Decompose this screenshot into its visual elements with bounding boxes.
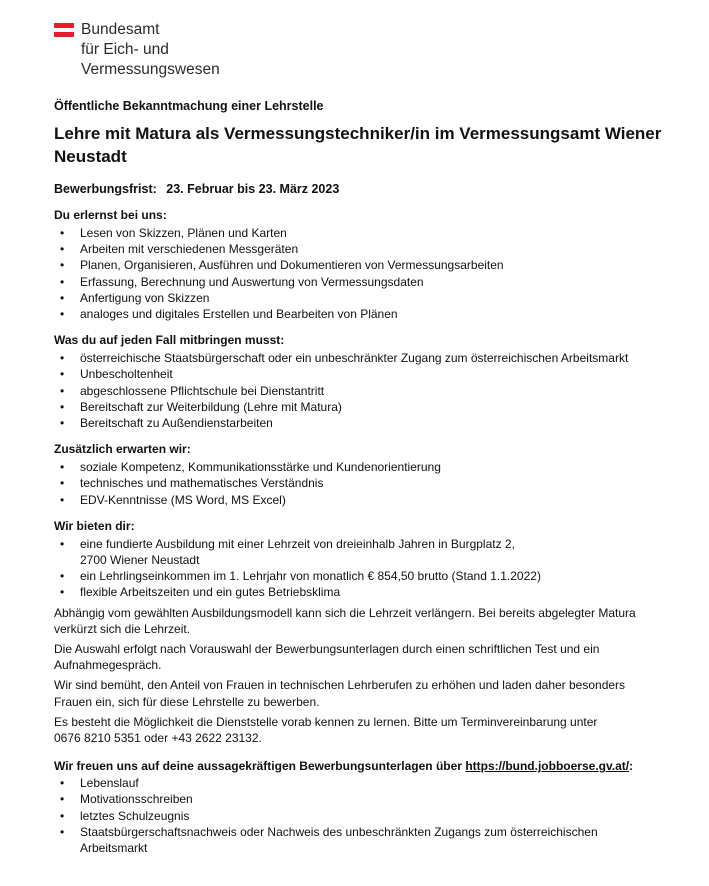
offer-list: [54, 536, 664, 601]
section-heading-requirements: Was du auf jeden Fall mitbringen musst:: [54, 333, 285, 348]
section-heading-offer: Wir bieten dir:: [54, 518, 135, 533]
contact-phones: 0676 8210 5351 oder +43 2622 23132.: [54, 731, 262, 746]
list-item: • soziale Kompetenz, Kommunikationsstärke und Kundenorientierung: [54, 459, 664, 475]
paragraph-women: Wir sind bemüht, den Anteil von Frauen in technischen Lehrberufen zu erhöhen und laden daher besonders Frauen ein, sich für diese Lehrstelle zu bewerben.: [54, 678, 626, 709]
closing-suffix: :: [629, 759, 634, 774]
list-item: • Arbeiten mit verschiedenen Messgeräten: [54, 241, 664, 257]
list-item: • Anfertigung von Skizzen: [54, 290, 664, 306]
list-item: [54, 536, 664, 568]
list-item: • Planen, Organisieren, Ausführen und Dokumentieren von Vermessungsarbeiten: [54, 257, 664, 273]
jobboerse-link[interactable]: https://bund.jobboerse.gv.at/: [465, 759, 630, 774]
list-item: • österreichische Staatsbürgerschaft oder ein unbeschränkter Zugang zum österreichischen Arbeitsmarkt: [54, 350, 664, 366]
deadline-value: 23. Februar bis 23. März 2023: [166, 182, 340, 196]
agency-name-line: Vermessungswesen: [81, 61, 220, 78]
job-notice: [54, 98, 664, 856]
agency-name: [81, 20, 220, 80]
list-item: • letztes Schulzeugnis: [54, 808, 664, 824]
list-item: • Erfassung, Berechnung und Auswertung von Vermessungsdaten: [54, 274, 664, 290]
list-item: • Unbescholtenheit: [54, 366, 664, 382]
notice-kicker: Öffentliche Bekanntmachung einer Lehrstelle: [54, 99, 324, 113]
list-item: • flexible Arbeitszeiten und ein gutes Betriebsklima: [54, 584, 664, 600]
list-item: • ein Lehrlingseinkommen im 1. Lehrjahr von monatlich € 854,50 brutto (Stand 1.1.2022): [54, 568, 664, 584]
section-heading-learn: Du erlernst bei uns:: [54, 208, 167, 222]
list-item: • Bereitschaft zur Weiterbildung (Lehre mit Matura): [54, 399, 664, 415]
list-item: • technisches und mathematisches Verständnis: [54, 475, 664, 491]
list-item-text: eine fundierte Ausbildung mit einer Lehrzeit von dreieinhalb Jahren in Burgplatz 2,: [80, 536, 515, 551]
section-heading-expectations: Zusätzlich erwarten wir:: [54, 442, 191, 457]
closing-statement: [54, 758, 664, 774]
list-item: • EDV-Kenntnisse (MS Word, MS Excel): [54, 492, 664, 508]
list-item: • Bereitschaft zu Außendienstarbeiten: [54, 415, 664, 431]
page-title: Lehre mit Matura als Vermessungstechniker/in im Vermessungsamt Wiener Neustadt: [54, 124, 662, 166]
list-item: • Lebenslauf: [54, 775, 664, 791]
deadline-label: Bewerbungsfrist:: [54, 182, 157, 196]
list-item: • Staatsbürgerschaftsnachweis oder Nachweis des unbeschränkten Zugangs zum österreichischen Arbeitsmarkt: [54, 824, 664, 856]
list-item: • Motivationsschreiben: [54, 791, 664, 807]
paragraph-selection: Die Auswahl erfolgt nach Vorauswahl der Bewerbungsunterlagen durch einen schriftlichen Test und ein Aufnahmegespräch.: [54, 642, 600, 673]
requirements-list: [54, 350, 664, 431]
paragraph-visit: [54, 714, 664, 746]
agency-name-line: für Eich- und: [81, 41, 169, 58]
list-item: • analoges und digitales Erstellen und Bearbeiten von Plänen: [54, 306, 664, 322]
agency-name-line: Bundesamt: [81, 21, 160, 38]
learn-list: [54, 225, 664, 322]
list-item: • Lesen von Skizzen, Plänen und Karten: [54, 225, 664, 241]
expectations-list: [54, 459, 664, 508]
application-deadline: [54, 181, 664, 197]
list-item: • abgeschlossene Pflichtschule bei Dienstantritt: [54, 383, 664, 399]
paragraph-duration: Abhängig vom gewählten Ausbildungsmodell kann sich die Lehrzeit verlängern. Bei bereits abgelegter Matura verkürzt sich die Lehrzeit.: [54, 605, 636, 636]
documents-list: [54, 775, 664, 856]
visit-text: Es besteht die Möglichkeit die Dienststelle vorab kennen zu lernen. Bitte um Terminvereinbarung unter: [54, 714, 598, 729]
austrian-flag-icon: [54, 23, 74, 37]
closing-text: Wir freuen uns auf deine aussagekräftigen Bewerbungsunterlagen über: [54, 759, 462, 774]
list-item-continuation: 2700 Wiener Neustadt: [80, 553, 200, 568]
